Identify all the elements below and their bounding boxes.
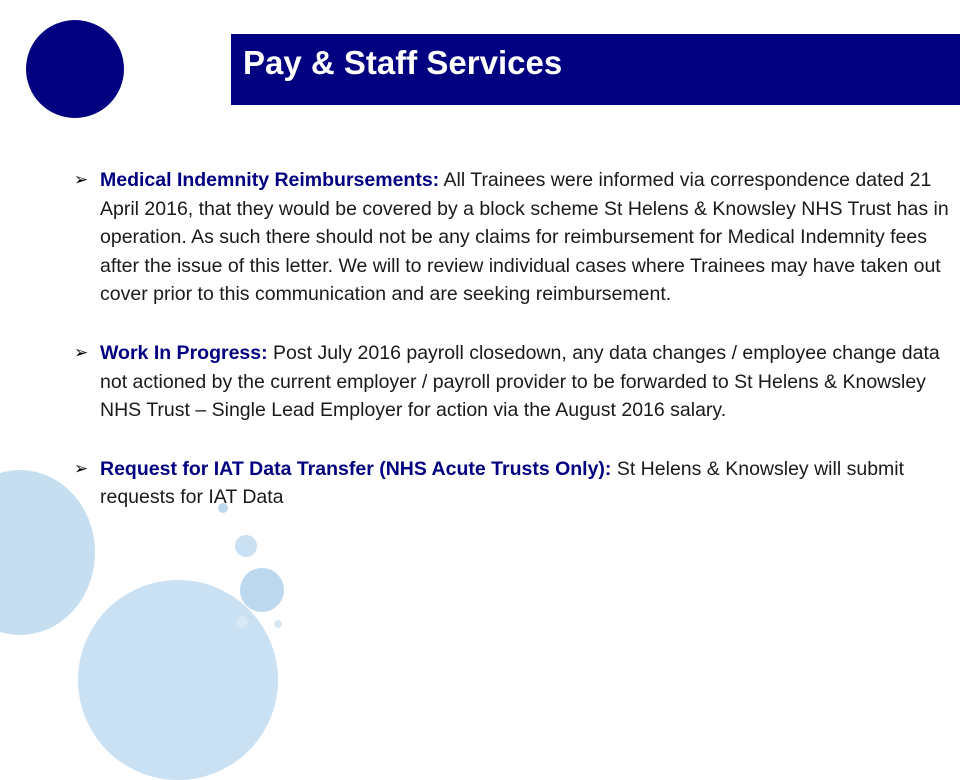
bullet-heading: Request for IAT Data Transfer (NHS Acute Trusts Only): — [100, 457, 612, 480]
medium-circle-decoration — [240, 568, 284, 612]
small-circle-decoration — [236, 616, 248, 628]
title-bar — [231, 34, 960, 105]
bullet-heading: Medical Indemnity Reimbursements: — [100, 169, 440, 191]
arrow-bullet-icon: ➢ — [74, 342, 89, 362]
huge-circle-decoration — [78, 580, 278, 780]
bullet-heading: Work In Progress: — [100, 341, 268, 364]
bullet-item-iat-data-transfer — [72, 455, 952, 512]
bullet-item-medical-indemnity — [72, 166, 952, 309]
page-title: Pay & Staff Services — [243, 44, 563, 81]
top-circle-decoration — [26, 20, 124, 118]
bullet-text: Post July 2016 payroll closedown, any data changes / employee change data not actioned by the current employer / payroll provider to be forwarded to St Helens & Knowsley NHS Trust – Single Lead Employer for action via the August 2016 salary. — [100, 341, 940, 422]
bullet-text: All Trainees were informed via correspondence dated 21 April 2016, that they would be covered by a block scheme St Helens & Knowsley NHS Trust has in operation. As such there should not be any claims for reimbursement for Medical Indemnity fees after the issue of this letter. We will to review individual cases where Trainees may have taken out cover prior to this communication and are seeking reimbursement. — [100, 169, 949, 306]
bullet-list — [72, 166, 952, 542]
bullet-text: St Helens & Knowsley will submit requests for IAT Data — [100, 457, 905, 509]
bullet-item-work-in-progress — [72, 339, 952, 425]
small-circle-decoration — [274, 620, 282, 628]
arrow-bullet-icon: ➢ — [74, 170, 89, 189]
arrow-bullet-icon: ➢ — [74, 458, 89, 478]
